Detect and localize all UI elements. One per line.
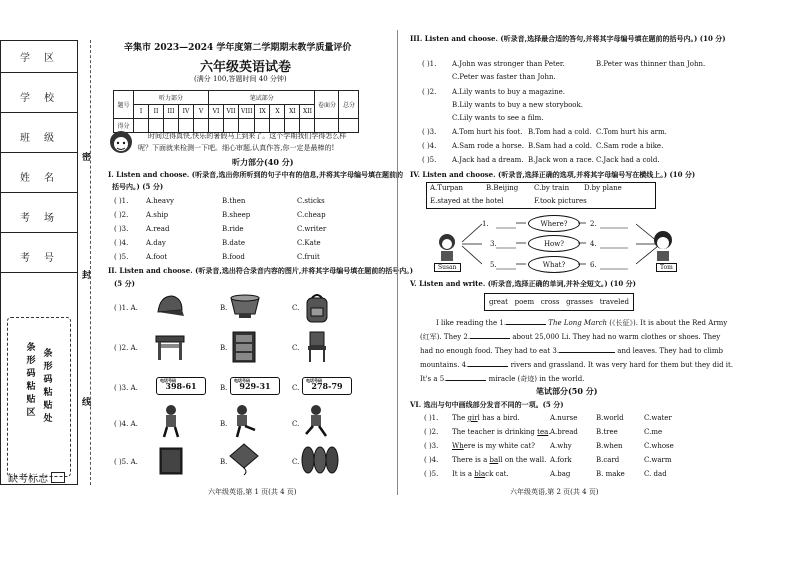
sticker-hint: 条形码粘贴处 <box>43 349 53 424</box>
score-header-written: 笔试部分 <box>209 91 315 105</box>
sec3-q3-c: C.Tom hurt his arm. <box>596 128 667 136</box>
plate-b-number: 929-31 <box>239 381 271 391</box>
desk-icon <box>154 332 186 362</box>
sec4-blank-2[interactable]: 2. <box>590 220 597 228</box>
sec3-q1-c: C.Peter was faster than John. <box>452 73 556 81</box>
sec5-l2-b: about 25,000 Li. They had no warm clothes or shoes. They <box>512 333 721 341</box>
score-col: XII <box>300 105 315 119</box>
intro-line-2: 呢？下面就来检测一下吧。细心审题,认真作答,你一定是最棒的! <box>138 144 335 152</box>
score-col: VI <box>209 105 224 119</box>
sec1-q3-c: C.writer <box>297 225 327 233</box>
field-exam-number[interactable]: 考号 <box>1 241 77 273</box>
sec3-q5-num[interactable]: ( )5. <box>422 156 437 164</box>
phone-plate-b <box>230 377 280 395</box>
sec2-q5-num[interactable]: ( )5. A. <box>114 458 138 466</box>
sec1-q3-b: B.ride <box>222 225 244 233</box>
sec1-q5-num[interactable]: ( )5. <box>114 253 129 261</box>
barcode-sticker-area <box>7 317 71 477</box>
seal-line-label-2: 封 <box>82 271 92 281</box>
sec3-q2-b: B.Lily wants to buy a new storybook. <box>452 101 583 109</box>
plate-a-number: 398-61 <box>165 381 197 391</box>
chair-icon <box>304 330 330 364</box>
sec6-q5-post: ck cat. <box>485 470 509 478</box>
sec6-q2-a: A.bread <box>550 428 578 436</box>
sec4-blank-5[interactable]: 5. <box>490 261 497 269</box>
sec3-q5-c: C.Jack had a cold. <box>596 156 660 164</box>
kite-icon <box>228 442 260 476</box>
intro-line-1: 时间过得真快,快乐的暑假马上到来了。这个学期我们学得怎么样 <box>148 132 347 140</box>
sec6-q1-c: C.water <box>644 414 672 422</box>
sec6-q5-pre: It is a <box>452 470 475 478</box>
sec6-q3-post: ere is my white cat? <box>463 442 536 450</box>
sec4-blank-4[interactable]: 4. <box>590 240 597 248</box>
backpack-icon <box>302 292 332 324</box>
bubble-where: Where? <box>528 215 580 232</box>
sec3-q2-num[interactable]: ( )2. <box>422 88 437 96</box>
sec1-q1-c: C.sticks <box>297 197 325 205</box>
susan-avatar-icon <box>434 232 460 262</box>
person-kicking-icon <box>230 404 258 438</box>
sec6-q4-post: ll on the wall. <box>498 456 547 464</box>
sec6-q2-num[interactable]: ( )2. <box>424 428 439 436</box>
sec5-line-2 <box>420 332 720 342</box>
sec2-q5-b: B. <box>220 458 228 466</box>
sec6-q4-sentence <box>452 456 546 464</box>
seal-line-label-3: 线 <box>82 398 92 408</box>
score-header-qno: 题号 <box>114 91 134 119</box>
tom-name-tag: Tom <box>656 263 677 272</box>
sticker-title: 条形码粘贴区 <box>26 343 36 418</box>
sec2-q4-c: C. <box>292 420 300 428</box>
sec5-l1-c: (《长征》). It is about the Red Army <box>609 319 728 327</box>
seal-line <box>90 40 91 485</box>
score-col: I <box>134 105 149 119</box>
sec6-q5-a: A.bag <box>550 470 571 478</box>
sec2-q3-num[interactable]: ( )3. A. <box>114 384 138 392</box>
sec6-q4-underlined: ba <box>489 456 499 464</box>
bubble-what: What? <box>528 256 580 273</box>
listening-heading: 听力部分(40 分) <box>232 157 294 167</box>
sec4-blank-6[interactable]: 6. <box>590 261 597 269</box>
sec1-q2-a: A.ship <box>146 211 169 219</box>
sec5-line-3 <box>420 346 723 356</box>
score-col: IV <box>179 105 194 119</box>
score-col: V <box>194 105 209 119</box>
sec1-q2-c: C.cheap <box>297 211 326 219</box>
sec1-q4-num[interactable]: ( )4. <box>114 239 129 247</box>
sec2-q2-b: B. <box>220 344 228 352</box>
cabinet-icon <box>230 330 258 364</box>
sec6-q3-a: A.why <box>550 442 572 450</box>
score-col: VIII <box>239 105 255 119</box>
sec5-line-4 <box>420 360 733 370</box>
sec3-q4-b: B.Sam had a cold. <box>528 142 593 150</box>
sec5-l5-b: miracle (奇迹) in the world. <box>488 375 585 383</box>
sec2-q1-num[interactable]: ( )1. A. <box>114 304 138 312</box>
sec5-l3-b: and leaves. They had to climb <box>617 347 724 355</box>
sec2-q4-num[interactable]: ( )4. A. <box>114 420 138 428</box>
sec6-q1-sentence <box>452 414 520 422</box>
sec6-q5-num[interactable]: ( )5. <box>424 470 439 478</box>
sec6-q3-b: B.when <box>596 442 623 450</box>
sec6-q4-c: C.warm <box>644 456 672 464</box>
sec1-q4-a: A.day <box>146 239 166 247</box>
plate-a-label: 电话号码 <box>160 378 176 383</box>
sec3-q5-b: B.Jack won a race. <box>528 156 594 164</box>
seal-line-label-1: 密 <box>82 153 92 163</box>
score-header-neatness: 卷面分 <box>315 91 339 119</box>
sec3-q2-a: A.Lily wants to buy a magazine. <box>452 88 565 96</box>
absent-label: 缺考标志 <box>8 474 48 485</box>
sec5-l1-a: I like reading the 1. <box>436 319 507 327</box>
sec6-heading: VI. 选出与句中画线部分发音不同的一项。(5 分) <box>410 400 564 409</box>
plate-c-label: 电话号码 <box>306 378 322 383</box>
sec3-q2-c: C.Lily wants to see a film. <box>452 114 544 122</box>
shoes-icon <box>300 442 340 476</box>
person-walking-icon <box>158 404 184 438</box>
sec5-l1-title: The Long March <box>548 319 608 327</box>
exam-subtitle: 六年级英语试卷 <box>200 60 292 75</box>
sec5-blank-2[interactable] <box>470 338 510 339</box>
sec1-q5-a: A.foot <box>146 253 168 261</box>
sec6-q5-underlined: bla <box>474 470 486 478</box>
field-exam-room[interactable]: 考场 <box>1 201 77 233</box>
sec2-q1-b: B. <box>220 304 228 312</box>
person-running-icon <box>302 404 330 438</box>
field-name[interactable]: 姓名 <box>1 161 77 193</box>
sec4-heading: IV. Listen and choose. (听录音,选择正确的选项,并将其字母编号写在横线上。) (10 分) <box>410 170 696 179</box>
sec5-l3-a: had no enough food. They had to eat 3. <box>420 347 560 355</box>
sec5-blank-1[interactable] <box>506 324 546 325</box>
phone-plate-a <box>156 377 206 395</box>
plate-b-label: 电话号码 <box>234 378 250 383</box>
score-col: III <box>164 105 179 119</box>
sec1-heading-2: 括号内。) (5 分) <box>112 182 164 191</box>
score-col: IX <box>255 105 270 119</box>
sec3-q1-b: B.Peter was thinner than John. <box>596 60 706 68</box>
sec1-q1-a: A.heavy <box>146 197 175 205</box>
susan-name-tag: Susan <box>434 263 461 272</box>
sec4-opt-d: D.by plane <box>584 184 622 192</box>
sec6-q1-b: B.world <box>596 414 624 422</box>
phone-plate-c <box>302 377 352 395</box>
sec1-q3-num[interactable]: ( )3. <box>114 225 129 233</box>
absent-mark <box>8 470 65 485</box>
sec2-q4-b: B. <box>220 420 228 428</box>
sec6-q5-c: C. dad <box>644 470 667 478</box>
sec2-q3-b: B. <box>220 384 228 392</box>
sec4-blank-1[interactable]: 1. <box>482 220 489 228</box>
page-divider <box>397 30 398 495</box>
sec5-blank-5[interactable] <box>446 380 486 381</box>
sec6-q1-underlined: gir <box>467 414 478 422</box>
sec1-q1-num[interactable]: ( )1. <box>114 197 129 205</box>
sec1-q5-b: B.food <box>222 253 245 261</box>
score-table <box>113 90 359 133</box>
plate-c-number: 278-79 <box>311 381 343 391</box>
sec6-q2-post: . <box>548 428 551 436</box>
field-district[interactable]: 学区 <box>1 41 77 73</box>
score-col: VII <box>224 105 239 119</box>
sec6-q5-b: B. make <box>596 470 625 478</box>
sec2-heading: II. Listen and choose. (听录音,选出符合录音内容的图片,并将其字母编号填在题前的括号内。) <box>108 266 414 275</box>
sec6-q3-underlined: Wh <box>452 442 464 450</box>
sec5-l5-a: It's a 5. <box>420 375 447 383</box>
bowl-icon <box>228 292 262 322</box>
sec3-q3-a: A.Tom hurt his foot. <box>452 128 523 136</box>
sec1-q3-a: A.read <box>146 225 170 233</box>
sec5-l4-a: mountains. 4. <box>420 361 469 369</box>
sec4-opt-e: E.stayed at the hotel <box>430 197 504 205</box>
sec3-q3-num[interactable]: ( )3. <box>422 128 437 136</box>
tom-avatar-icon <box>650 230 676 262</box>
sec4-opt-b: B.Beijing <box>486 184 519 192</box>
sec6-q1-a: A.nurse <box>550 414 578 422</box>
sec6-q3-num[interactable]: ( )3. <box>424 442 439 450</box>
sec5-blank-4[interactable] <box>468 366 508 367</box>
sec5-heading: V. Listen and write. (听录音,选择正确的单词,并补全短文。) (10 分) <box>410 279 636 288</box>
sec1-q2-b: B.sheep <box>222 211 251 219</box>
sec6-q2-c: C.me <box>644 428 663 436</box>
sec6-q1-pre: The <box>452 414 468 422</box>
sec3-q5-a: A.Jack had a dream. <box>452 156 524 164</box>
score-header-total: 总分 <box>339 91 359 119</box>
sec2-q2-num[interactable]: ( )2. A. <box>114 344 138 352</box>
score-col: X <box>270 105 285 119</box>
sec6-q4-b: B.card <box>596 456 620 464</box>
sec5-word-bank: great poem cross grasses traveled <box>484 293 634 311</box>
student-info-sidebar <box>0 40 78 485</box>
sec1-q1-b: B.then <box>222 197 246 205</box>
book-icon <box>156 444 186 476</box>
sec5-line-1 <box>436 318 727 328</box>
field-class[interactable]: 班级 <box>1 121 77 153</box>
sec6-q2-b: B.tree <box>596 428 618 436</box>
sec1-heading: I. Listen and choose. (听录音,选出你所听到的句子中有的信息,并将其字母编号填在题前的 <box>108 170 403 179</box>
sec5-line-5 <box>420 374 584 384</box>
sec3-q3-b: B.Tom had a cold. <box>528 128 592 136</box>
sec2-heading-2: (5 分) <box>114 279 135 288</box>
sec3-q1-num[interactable]: ( )1. <box>422 60 437 68</box>
sec3-q4-c: C.Sam rode a bike. <box>596 142 664 150</box>
sec6-q5-sentence <box>452 470 509 478</box>
sec5-blank-3[interactable] <box>559 352 615 353</box>
sec1-q4-b: B.date <box>222 239 245 247</box>
sec6-q2-underlined: tea <box>537 428 549 436</box>
bubble-how: How? <box>528 235 580 252</box>
sec5-l4-b: rivers and grassland. It was very hard for them but they did it. <box>510 361 734 369</box>
written-heading: 笔试部分(50 分) <box>536 386 598 396</box>
sec4-opt-a: A.Turpan <box>430 184 463 192</box>
sec2-q3-c: C. <box>292 384 300 392</box>
score-col: XI <box>285 105 300 119</box>
score-header-listening: 听力部分 <box>134 91 209 105</box>
exam-title: 辛集市 2023—2024 学年度第二学期期末教学质量评价 <box>124 43 352 53</box>
sec4-opt-f: F.took pictures <box>534 197 587 205</box>
sec1-q5-c: C.fruit <box>297 253 320 261</box>
sec2-q1-c: C. <box>292 304 300 312</box>
sec6-q4-pre: There is a <box>452 456 490 464</box>
cap-icon <box>154 292 186 322</box>
sec6-q3-c: C.whose <box>644 442 674 450</box>
mascot-icon <box>106 128 136 158</box>
score-col: II <box>149 105 164 119</box>
page-footer-right: 六年级英语,第 2 页(共 4 页) <box>510 488 599 496</box>
sec2-q5-c: C. <box>292 458 300 466</box>
sec6-q4-a: A.fork <box>550 456 572 464</box>
sec3-q4-a: A.Sam rode a horse. <box>452 142 524 150</box>
sec6-q4-num[interactable]: ( )4. <box>424 456 439 464</box>
absent-checkbox[interactable] <box>51 472 65 483</box>
sec6-q1-num[interactable]: ( )1. <box>424 414 439 422</box>
sec4-blank-3[interactable]: 3. <box>490 240 497 248</box>
sec1-q4-c: C.Kate <box>297 239 321 247</box>
page-footer-left: 六年级英语,第 1 页(共 4 页) <box>208 488 297 496</box>
score-row-label: 得分 <box>114 119 134 133</box>
sec1-q2-num[interactable]: ( )2. <box>114 211 129 219</box>
sec3-heading: III. Listen and choose. (听录音,选择最合适的答句,并将其字母编号填在题前的括号内。) (10 分) <box>410 34 726 43</box>
sec5-l2-a: (红军). They 2. <box>420 333 471 341</box>
sec6-q2-pre: The teacher is drinking <box>452 428 538 436</box>
sec3-q4-num[interactable]: ( )4. <box>422 142 437 150</box>
sec6-q1-post: l has a bird. <box>477 414 520 422</box>
field-school[interactable]: 学校 <box>1 81 77 113</box>
sec2-q2-c: C. <box>292 344 300 352</box>
sec3-q1-a: A.John was stronger than Peter. <box>452 60 565 68</box>
sec4-opt-c: C.by train <box>534 184 570 192</box>
exam-note: (满分 100,答题时间 40 分钟) <box>194 75 287 83</box>
sec6-q3-sentence <box>452 442 535 450</box>
sec6-q2-sentence <box>452 428 551 436</box>
